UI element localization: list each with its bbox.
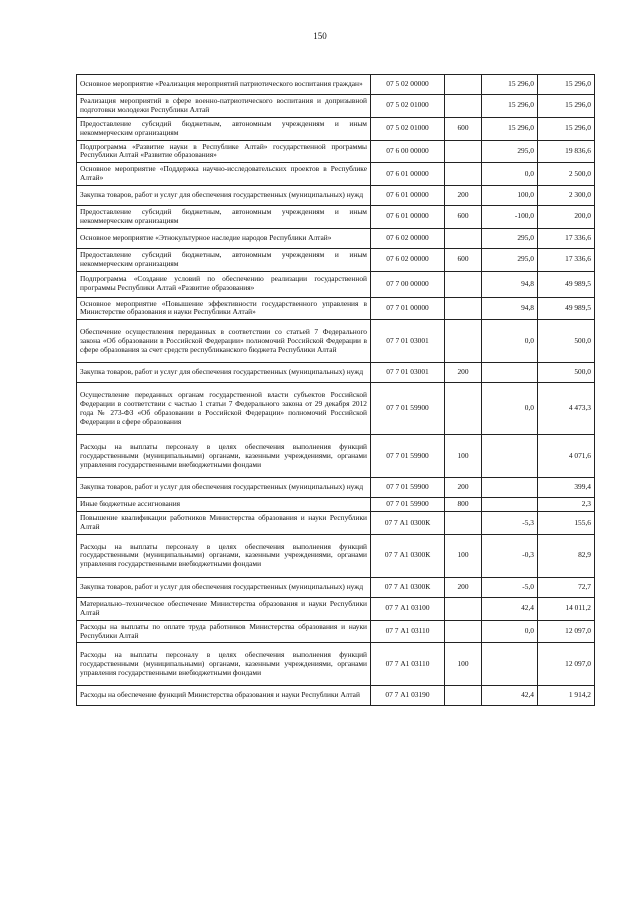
row-code-cell: 07 7 А1 0300К <box>371 534 445 577</box>
row-total-amount-cell: 12 097,0 <box>538 620 595 643</box>
row-total-amount-cell: 49 989,5 <box>538 271 595 297</box>
row-expense-type-cell <box>445 620 482 643</box>
row-change-amount-cell: 15 296,0 <box>482 117 538 140</box>
table-row <box>77 512 595 535</box>
row-total-amount-cell: 15 296,0 <box>538 95 595 118</box>
row-code-cell: 07 6 02 00000 <box>371 248 445 271</box>
row-change-amount-cell: 0,0 <box>482 620 538 643</box>
row-code-cell: 07 7 01 00000 <box>371 297 445 320</box>
table-row <box>77 75 595 95</box>
row-name-cell: Основное мероприятие «Реализация мероприятий патриотического воспитания граждан» <box>77 75 371 95</box>
row-change-amount-cell: 15 296,0 <box>482 75 538 95</box>
row-change-amount-cell: -100,0 <box>482 206 538 229</box>
row-name-cell: Закупка товаров, работ и услуг для обеспечения государственных (муниципальных) нужд <box>77 478 371 498</box>
row-change-amount-cell: -5,3 <box>482 512 538 535</box>
row-code-cell: 07 7 А1 0300К <box>371 512 445 535</box>
row-expense-type-cell <box>445 163 482 186</box>
row-total-amount-cell: 72,7 <box>538 577 595 597</box>
row-name-cell: Предоставление субсидий бюджетным, автономным учреждениям и иным некоммерческим организациям <box>77 206 371 229</box>
row-total-amount-cell: 399,4 <box>538 478 595 498</box>
row-total-amount-cell: 82,9 <box>538 534 595 577</box>
row-expense-type-cell <box>445 597 482 620</box>
row-change-amount-cell <box>482 478 538 498</box>
table-row <box>77 686 595 706</box>
row-total-amount-cell: 49 989,5 <box>538 297 595 320</box>
table-row <box>77 383 595 435</box>
row-name-cell: Расходы на выплаты персоналу в целях обеспечения выполнения функций государственными (муниципальными) органами, казенными учреждениями, органами управления государственными внебюджетными фондами <box>77 435 371 478</box>
row-total-amount-cell: 2 500,0 <box>538 163 595 186</box>
row-change-amount-cell: 42,4 <box>482 597 538 620</box>
row-name-cell: Закупка товаров, работ и услуг для обеспечения государственных (муниципальных) нужд <box>77 577 371 597</box>
row-change-amount-cell: 0,0 <box>482 383 538 435</box>
row-code-cell: 07 5 02 01000 <box>371 117 445 140</box>
row-expense-type-cell <box>445 271 482 297</box>
table-row <box>77 228 595 248</box>
row-code-cell: 07 5 02 00000 <box>371 75 445 95</box>
table-row <box>77 320 595 363</box>
row-change-amount-cell <box>482 643 538 686</box>
row-name-cell: Повышение квалификации работников Министерства образования и науки Республики Алтай <box>77 512 371 535</box>
table-row <box>77 271 595 297</box>
row-name-cell: Расходы на обеспечение функций Министерства образования и науки Республики Алтай <box>77 686 371 706</box>
table-row <box>77 534 595 577</box>
row-expense-type-cell <box>445 383 482 435</box>
row-expense-type-cell: 100 <box>445 643 482 686</box>
row-name-cell: Подпрограмма «Создание условий по обеспечению реализации государственной программы Республики Алтай «Развитие образования» <box>77 271 371 297</box>
table-row <box>77 163 595 186</box>
row-code-cell: 07 7 01 59900 <box>371 498 445 512</box>
row-total-amount-cell: 2 300,0 <box>538 186 595 206</box>
row-change-amount-cell: -0,3 <box>482 534 538 577</box>
row-change-amount-cell: 0,0 <box>482 320 538 363</box>
row-expense-type-cell <box>445 140 482 163</box>
row-name-cell: Закупка товаров, работ и услуг для обеспечения государственных (муниципальных) нужд <box>77 186 371 206</box>
row-change-amount-cell <box>482 363 538 383</box>
row-total-amount-cell: 14 011,2 <box>538 597 595 620</box>
row-change-amount-cell <box>482 435 538 478</box>
row-code-cell: 07 6 01 00000 <box>371 186 445 206</box>
row-name-cell: Закупка товаров, работ и услуг для обеспечения государственных (муниципальных) нужд <box>77 363 371 383</box>
row-expense-type-cell: 600 <box>445 248 482 271</box>
row-name-cell: Реализация мероприятий в сфере военно-патриотического воспитания и допризывной подготовки молодежи Республики Алтай <box>77 95 371 118</box>
row-name-cell: Расходы на выплаты персоналу в целях обеспечения выполнения функций государственными (муниципальными) органами, казенными учреждениями, органами управления государственными внебюджетными фондами <box>77 643 371 686</box>
budget-table-body <box>77 75 595 706</box>
row-name-cell: Иные бюджетные ассигнования <box>77 498 371 512</box>
table-row <box>77 297 595 320</box>
row-code-cell: 07 7 01 59900 <box>371 478 445 498</box>
row-name-cell: Основное мероприятие «Поддержка научно-исследовательских проектов в Республике Алтай» <box>77 163 371 186</box>
row-expense-type-cell: 100 <box>445 534 482 577</box>
row-name-cell: Предоставление субсидий бюджетным, автономным учреждениям и иным некоммерческим организациям <box>77 117 371 140</box>
row-change-amount-cell: 15 296,0 <box>482 95 538 118</box>
row-expense-type-cell <box>445 297 482 320</box>
row-code-cell: 07 6 02 00000 <box>371 228 445 248</box>
row-code-cell: 07 7 01 03001 <box>371 320 445 363</box>
row-total-amount-cell: 15 296,0 <box>538 117 595 140</box>
row-expense-type-cell: 200 <box>445 478 482 498</box>
row-code-cell: 07 7 А1 03100 <box>371 597 445 620</box>
row-change-amount-cell: 295,0 <box>482 248 538 271</box>
row-code-cell: 07 7 00 00000 <box>371 271 445 297</box>
table-row <box>77 117 595 140</box>
row-total-amount-cell: 15 296,0 <box>538 75 595 95</box>
row-code-cell: 07 7 01 03001 <box>371 363 445 383</box>
row-total-amount-cell: 500,0 <box>538 320 595 363</box>
row-expense-type-cell: 600 <box>445 206 482 229</box>
row-code-cell: 07 7 А1 03190 <box>371 686 445 706</box>
row-name-cell: Основное мероприятие «Этнокультурное наследие народов Республики Алтай» <box>77 228 371 248</box>
row-expense-type-cell: 200 <box>445 186 482 206</box>
table-row <box>77 643 595 686</box>
row-code-cell: 07 6 01 00000 <box>371 163 445 186</box>
table-row <box>77 186 595 206</box>
row-code-cell: 07 6 00 00000 <box>371 140 445 163</box>
row-name-cell: Расходы на выплаты персоналу в целях обеспечения выполнения функций государственными (муниципальными) органами, казенными учреждениями, органами управления государственными внебюджетными фондами <box>77 534 371 577</box>
table-row <box>77 363 595 383</box>
row-code-cell: 07 7 01 59900 <box>371 435 445 478</box>
row-total-amount-cell: 1 914,2 <box>538 686 595 706</box>
row-change-amount-cell: 295,0 <box>482 228 538 248</box>
table-row <box>77 248 595 271</box>
row-expense-type-cell <box>445 686 482 706</box>
row-code-cell: 07 7 А1 03110 <box>371 643 445 686</box>
row-expense-type-cell: 100 <box>445 435 482 478</box>
row-total-amount-cell: 17 336,6 <box>538 248 595 271</box>
table-row <box>77 498 595 512</box>
row-change-amount-cell: 100,0 <box>482 186 538 206</box>
row-code-cell: 07 7 А1 0300К <box>371 577 445 597</box>
table-row <box>77 435 595 478</box>
budget-table <box>76 74 595 706</box>
row-code-cell: 07 5 02 01000 <box>371 95 445 118</box>
row-name-cell: Обеспечение осуществления переданных в соответствии со статьей 7 Федерального закона «Об образовании в Российской Федерации» полномочий Российской Федерации в сфере образования за счет средств республиканского бюджета Республики Алтай <box>77 320 371 363</box>
row-expense-type-cell <box>445 512 482 535</box>
row-expense-type-cell <box>445 228 482 248</box>
row-change-amount-cell: 94,8 <box>482 297 538 320</box>
row-total-amount-cell: 200,0 <box>538 206 595 229</box>
row-change-amount-cell: 94,8 <box>482 271 538 297</box>
row-total-amount-cell: 500,0 <box>538 363 595 383</box>
row-expense-type-cell: 600 <box>445 117 482 140</box>
row-code-cell: 07 7 А1 03110 <box>371 620 445 643</box>
row-total-amount-cell: 19 836,6 <box>538 140 595 163</box>
row-change-amount-cell: -5,0 <box>482 577 538 597</box>
row-change-amount-cell: 42,4 <box>482 686 538 706</box>
table-row <box>77 206 595 229</box>
row-change-amount-cell: 0,0 <box>482 163 538 186</box>
row-name-cell: Предоставление субсидий бюджетным, автономным учреждениям и иным некоммерческим организациям <box>77 248 371 271</box>
row-name-cell: Подпрограмма «Развитие науки в Республике Алтай» государственной программы Республики Алтай «Развитие образования» <box>77 140 371 163</box>
row-total-amount-cell: 4 071,6 <box>538 435 595 478</box>
table-row <box>77 478 595 498</box>
table-row <box>77 620 595 643</box>
row-change-amount-cell: 295,0 <box>482 140 538 163</box>
table-row <box>77 597 595 620</box>
row-total-amount-cell: 12 097,0 <box>538 643 595 686</box>
row-name-cell: Материально–техническое обеспечение Министерства образования и науки Республики Алтай <box>77 597 371 620</box>
table-row <box>77 140 595 163</box>
row-expense-type-cell <box>445 95 482 118</box>
row-total-amount-cell: 17 336,6 <box>538 228 595 248</box>
row-name-cell: Осуществление переданных органам государственной власти субъектов Российской Федерации в соответствии с частью 1 статьи 7 Федерального закона от 29 декабря 2012 года № 273-ФЗ «Об образовании в Российской Федерации» полномочий Российской Федерации в сфере образования <box>77 383 371 435</box>
row-code-cell: 07 6 01 00000 <box>371 206 445 229</box>
page-number: 150 <box>313 31 327 41</box>
row-expense-type-cell: 200 <box>445 363 482 383</box>
row-total-amount-cell: 2,3 <box>538 498 595 512</box>
row-expense-type-cell <box>445 75 482 95</box>
row-change-amount-cell <box>482 498 538 512</box>
row-code-cell: 07 7 01 59900 <box>371 383 445 435</box>
table-row <box>77 95 595 118</box>
row-name-cell: Расходы на выплаты по оплате труда работников Министерства образования и науки Республики Алтай <box>77 620 371 643</box>
row-expense-type-cell: 200 <box>445 577 482 597</box>
row-total-amount-cell: 4 473,3 <box>538 383 595 435</box>
table-row <box>77 577 595 597</box>
row-name-cell: Основное мероприятие «Повышение эффективности государственного управления в Министерстве образования и науки Республики Алтай» <box>77 297 371 320</box>
row-expense-type-cell <box>445 320 482 363</box>
row-expense-type-cell: 800 <box>445 498 482 512</box>
row-total-amount-cell: 155,6 <box>538 512 595 535</box>
